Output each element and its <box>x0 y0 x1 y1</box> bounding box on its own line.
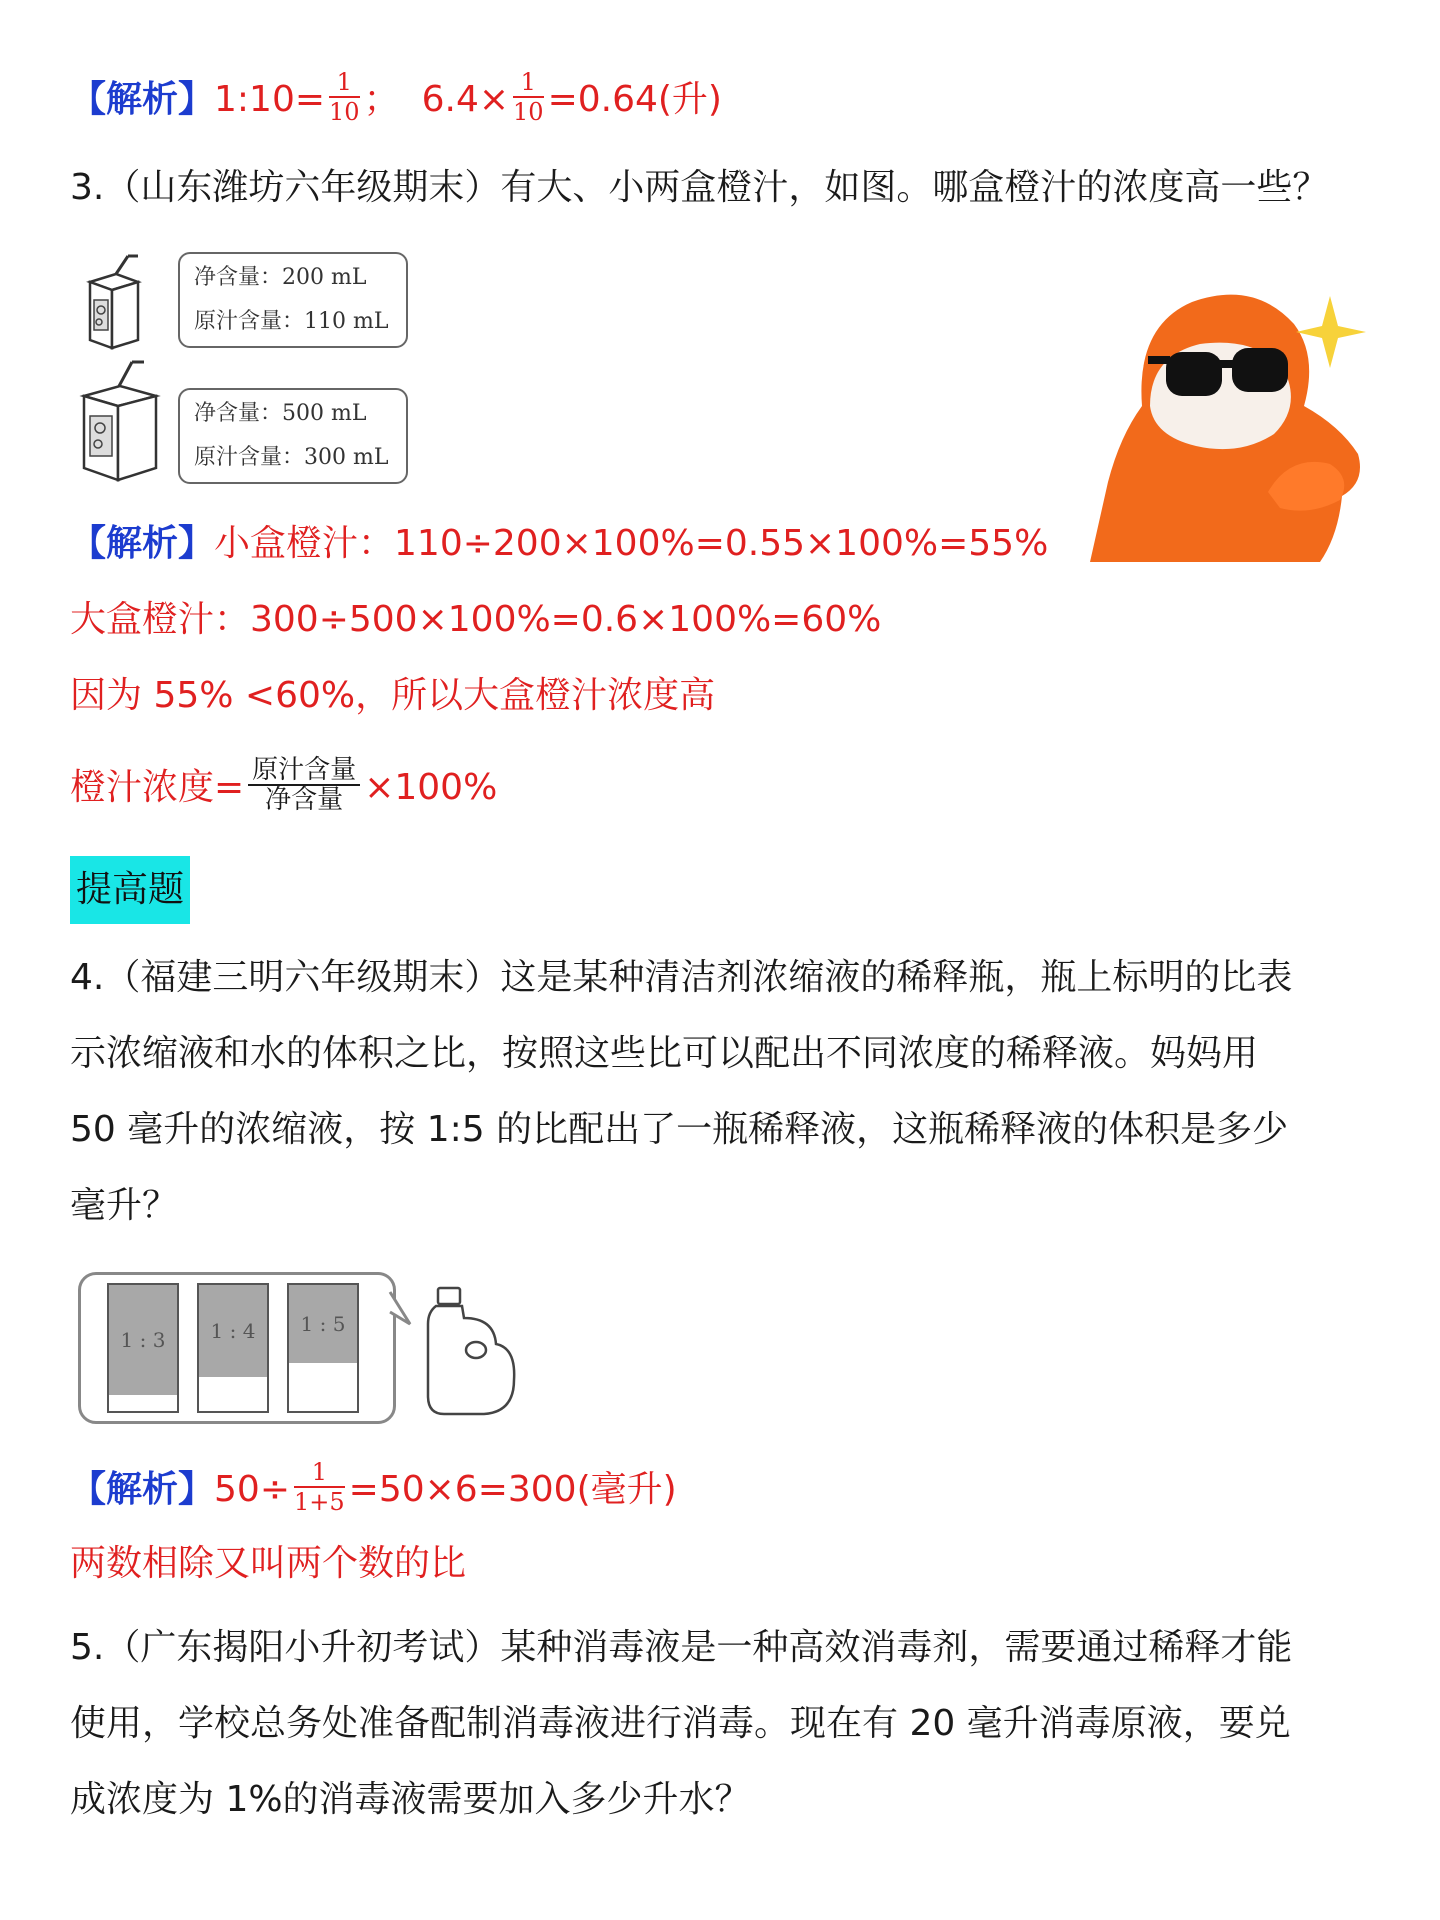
mascot-sunglasses-illustration <box>1090 286 1372 562</box>
q2-answer <box>70 68 722 130</box>
q5-line1: 5.（广东揭阳小升初考试）某种消毒液是一种高效消毒剂，需要通过稀释才能 <box>70 1627 1293 1668</box>
small-box-net-volume: 净含量：200 mL <box>194 265 367 290</box>
large-box-juice-volume: 原汁含量：300 mL <box>194 445 389 470</box>
q4-answer-fraction <box>294 1458 345 1516</box>
small-juice-box-illustration <box>82 252 152 352</box>
small-box-label <box>178 252 408 348</box>
q2-part1: 1:10= <box>214 79 326 120</box>
q3-answer-small: 小盒橙汁：110÷200×100%=0.55×100%=55% <box>214 523 1049 564</box>
q5-line3: 成浓度为 1%的消毒液需要加入多少升水？ <box>70 1779 751 1820</box>
dilution-bottle-icon <box>424 1284 520 1418</box>
ratio-text-1-3: 1 : 3 <box>120 1328 166 1352</box>
small-box-juice-volume: 原汁含量：110 mL <box>194 309 389 334</box>
ratio-fill-1-5 <box>289 1285 357 1363</box>
q2-part3: 6.4× <box>421 79 510 120</box>
ratio-card-1-3 <box>107 1283 179 1413</box>
q2-frac1-num: 1 <box>329 68 360 98</box>
ratio-fill-1-4 <box>199 1285 267 1377</box>
ratio-label-frame <box>78 1272 396 1424</box>
q2-frac2-num: 1 <box>513 68 544 98</box>
large-juice-box-illustration <box>78 358 164 484</box>
q4-frac-den: 1+5 <box>294 1488 345 1516</box>
q5-line2: 使用，学校总务处准备配制消毒液进行消毒。现在有 20 毫升消毒原液，要兑 <box>70 1703 1291 1744</box>
section-heading: 提高题 <box>70 856 190 924</box>
q4-answer <box>70 1458 677 1520</box>
q3-answer-line1 <box>70 520 1048 568</box>
q2-frac2-den: 10 <box>513 98 544 126</box>
formula-suffix: ×100% <box>364 767 498 808</box>
q3-formula <box>70 755 498 818</box>
jiexi-tag: 【解析】 <box>70 1469 215 1510</box>
ratio-card-1-4 <box>197 1283 269 1413</box>
q2-frac1-den: 10 <box>329 98 360 126</box>
q4-line1: 4.（福建三明六年级期末）这是某种清洁剂浓缩液的稀释瓶，瓶上标明的比表 <box>70 957 1293 998</box>
q4-answer-prefix: 50÷ <box>214 1469 290 1510</box>
q2-fraction-1 <box>329 68 360 126</box>
ratio-fill-1-3 <box>109 1285 177 1395</box>
formula-numerator: 原汁含量 <box>248 756 360 786</box>
q4-line4: 毫升？ <box>70 1185 179 1226</box>
q4-note: 两数相除又叫两个数的比 <box>70 1543 467 1584</box>
q3-question: 3.（山东潍坊六年级期末）有大、小两盒橙汁，如图。哪盒橙汁的浓度高一些？ <box>70 167 1329 208</box>
formula-prefix: 橙汁浓度= <box>70 767 245 808</box>
q2-fraction-2 <box>513 68 544 126</box>
formula-denominator: 净含量 <box>265 785 344 815</box>
ratio-text-1-5: 1 : 5 <box>300 1312 346 1336</box>
q3-answer-line3: 因为 55% <60%，所以大盒橙汁浓度高 <box>70 675 716 716</box>
q4-line3: 50 毫升的浓缩液，按 1:5 的比配出了一瓶稀释液，这瓶稀释液的体积是多少 <box>70 1109 1289 1150</box>
large-box-label <box>178 388 408 484</box>
q4-line2: 示浓缩液和水的体积之比，按照这些比可以配出不同浓度的稀释液。妈妈用 <box>70 1033 1259 1074</box>
q4-answer-suffix: =50×6=300(毫升) <box>348 1469 677 1510</box>
q3-answer-line2: 大盒橙汁：300÷500×100%=0.6×100%=60% <box>70 599 882 640</box>
large-box-net-volume: 净含量：500 mL <box>194 401 367 426</box>
jiexi-tag: 【解析】 <box>70 523 215 564</box>
ratio-text-1-4: 1 : 4 <box>210 1319 256 1343</box>
q4-frac-num: 1 <box>294 1458 345 1488</box>
q2-part4: =0.64(升) <box>547 79 722 120</box>
jiexi-tag: 【解析】 <box>70 79 215 120</box>
q2-part2: ； <box>363 79 400 120</box>
ratio-card-1-5 <box>287 1283 359 1413</box>
formula-fraction <box>248 756 360 814</box>
speech-bubble-tail <box>384 1290 414 1330</box>
